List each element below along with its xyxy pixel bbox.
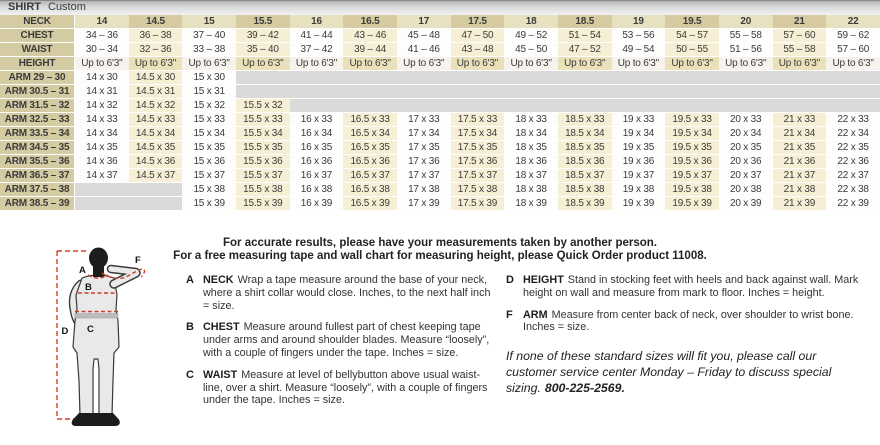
- size-cell: 21 x 36: [773, 155, 827, 169]
- instruction-text: Measure from center back of neck, over shoulder to wrist bone. Inches = size.: [523, 308, 854, 334]
- size-cell: 22 x 38: [826, 183, 880, 197]
- size-cell: 17.5 x 39: [451, 197, 505, 211]
- size-cell: 55 – 58: [773, 43, 827, 57]
- size-cell: [773, 85, 827, 99]
- size-cell: 14 x 32: [75, 99, 129, 113]
- size-cell: 18.5 x 36: [558, 155, 612, 169]
- size-cell: [397, 99, 451, 113]
- size-cell: [612, 99, 666, 113]
- size-cell: Up to 6'3": [558, 57, 612, 71]
- figure-label-f: F: [135, 255, 141, 266]
- special-sizing-note: [506, 348, 858, 396]
- instruction-letter: F: [506, 308, 513, 321]
- size-cell: 18 x 37: [504, 169, 558, 183]
- shirt-variant: Custom: [48, 1, 86, 13]
- neck-size-cell: 19: [612, 15, 666, 29]
- table-row: [0, 71, 880, 85]
- size-cell: 16.5 x 39: [343, 197, 397, 211]
- size-cell: 14 x 34: [75, 127, 129, 141]
- size-cell: 18 x 33: [504, 113, 558, 127]
- instruction-text: Measure around fullest part of chest keeping tape under arms and around shoulder blades. Measure “loosely”, with a couple of fingers under the tape. Inches = size.: [203, 321, 490, 359]
- size-cell: 17.5 x 37: [451, 169, 505, 183]
- size-cell: 17 x 36: [397, 155, 451, 169]
- size-cell: 21 x 37: [773, 169, 827, 183]
- size-cell: 36 – 38: [129, 29, 183, 43]
- instruction-letter: B: [186, 321, 194, 334]
- instructions-left-column: [186, 274, 498, 416]
- instruction-letter: A: [186, 274, 194, 286]
- size-cell: 45 – 48: [397, 29, 451, 43]
- table-row: [0, 43, 880, 57]
- size-cell: 37 – 42: [290, 43, 344, 57]
- size-cell: 14.5 x 35: [129, 141, 183, 155]
- size-cell: [129, 197, 183, 211]
- size-cell: 19.5 x 37: [665, 169, 719, 183]
- instruction-item-waist: [186, 369, 498, 407]
- size-cell: 19 x 34: [612, 127, 666, 141]
- waist-band: [75, 314, 118, 319]
- size-cell: 19 x 38: [612, 183, 666, 197]
- size-cell: 15.5 x 34: [236, 127, 290, 141]
- size-cell: 22 x 33: [826, 113, 880, 127]
- size-cell: 20 x 35: [719, 141, 773, 155]
- size-cell: [558, 85, 612, 99]
- size-cell: 17 x 38: [397, 183, 451, 197]
- size-cell: 15 x 36: [182, 155, 236, 169]
- table-row: [0, 155, 880, 169]
- size-cell: 33 – 38: [182, 43, 236, 57]
- neck-size-cell: 15.5: [236, 15, 290, 29]
- size-cell: 16 x 33: [290, 113, 344, 127]
- table-row: [0, 85, 880, 99]
- figure-label-d: D: [61, 326, 69, 337]
- size-cell: 16.5 x 34: [343, 127, 397, 141]
- size-cell: 15 x 38: [182, 183, 236, 197]
- size-cell: 53 – 56: [612, 29, 666, 43]
- neck-size-cell: 20: [719, 15, 773, 29]
- size-cell: 22 x 36: [826, 155, 880, 169]
- size-cell: 20 x 36: [719, 155, 773, 169]
- size-cell: 35 – 40: [236, 43, 290, 57]
- table-row: [0, 141, 880, 155]
- size-cell: [343, 71, 397, 85]
- row-label: ARM 37.5 – 38: [0, 183, 75, 197]
- instruction-term: WAIST: [203, 368, 238, 381]
- head-shape: [89, 248, 108, 269]
- figure-label-b: B: [85, 282, 92, 293]
- size-cell: 15.5 x 33: [236, 113, 290, 127]
- size-cell: [397, 85, 451, 99]
- size-cell: [504, 99, 558, 113]
- size-cell: 19 x 39: [612, 197, 666, 211]
- size-cell: 20 x 34: [719, 127, 773, 141]
- size-cell: 19 x 35: [612, 141, 666, 155]
- size-cell: 49 – 52: [504, 29, 558, 43]
- size-cell: Up to 6'3": [397, 57, 451, 71]
- size-cell: [612, 71, 666, 85]
- size-cell: 51 – 54: [558, 29, 612, 43]
- size-cell: 18 x 39: [504, 197, 558, 211]
- forearm: [111, 269, 136, 272]
- size-cell: [504, 71, 558, 85]
- figure-label-c: C: [87, 324, 94, 335]
- size-cell: [290, 99, 344, 113]
- size-cell: 39 – 44: [343, 43, 397, 57]
- size-cell: 17.5 x 33: [451, 113, 505, 127]
- row-label: ARM 35.5 – 36: [0, 155, 75, 169]
- size-cell: Up to 6'3": [612, 57, 666, 71]
- table-row: [0, 127, 880, 141]
- size-cell: 16 x 39: [290, 197, 344, 211]
- size-cell: 17 x 35: [397, 141, 451, 155]
- size-cell: 14.5 x 37: [129, 169, 183, 183]
- size-cell: 21 x 33: [773, 113, 827, 127]
- torso-and-legs: [73, 275, 119, 415]
- size-cell: [773, 71, 827, 85]
- size-cell: 16.5 x 35: [343, 141, 397, 155]
- size-table: [0, 15, 880, 211]
- size-cell: 14 x 36: [75, 155, 129, 169]
- size-cell: 15 x 34: [182, 127, 236, 141]
- table-row: [0, 99, 880, 113]
- size-cell: 15.5 x 35: [236, 141, 290, 155]
- row-label: ARM 29 – 30: [0, 71, 75, 85]
- size-cell: 19.5 x 35: [665, 141, 719, 155]
- size-cell: 16.5 x 38: [343, 183, 397, 197]
- instruction-letter: D: [506, 274, 514, 286]
- size-cell: 14 x 31: [75, 85, 129, 99]
- size-cell: [236, 71, 290, 85]
- size-cell: 18 x 38: [504, 183, 558, 197]
- size-cell: 15.5 x 37: [236, 169, 290, 183]
- row-label: WAIST: [0, 43, 75, 57]
- size-cell: [773, 99, 827, 113]
- accuracy-note-line1: For accurate results, please have your measurements taken by another person.: [223, 237, 657, 249]
- size-cell: [719, 71, 773, 85]
- size-cell: 16 x 36: [290, 155, 344, 169]
- size-cell: [665, 71, 719, 85]
- row-label: ARM 38.5 – 39: [0, 197, 75, 211]
- size-cell: 30 – 34: [75, 43, 129, 57]
- row-label: HEIGHT: [0, 57, 75, 71]
- size-cell: 16.5 x 33: [343, 113, 397, 127]
- instruction-term: NECK: [203, 274, 234, 286]
- size-cell: [290, 85, 344, 99]
- size-cell: 15 x 35: [182, 141, 236, 155]
- size-cell: [397, 71, 451, 85]
- size-cell: Up to 6'3": [451, 57, 505, 71]
- size-cell: 14.5 x 31: [129, 85, 183, 99]
- instruction-term: CHEST: [203, 321, 240, 334]
- size-cell: 18.5 x 37: [558, 169, 612, 183]
- size-cell: 15.5 x 38: [236, 183, 290, 197]
- size-cell: 16 x 34: [290, 127, 344, 141]
- size-cell: [451, 71, 505, 85]
- size-cell: 22 x 39: [826, 197, 880, 211]
- size-cell: [665, 99, 719, 113]
- shirt-title: SHIRT: [8, 1, 41, 13]
- size-table-body: [0, 15, 880, 211]
- size-cell: 43 – 46: [343, 29, 397, 43]
- size-cell: 16.5 x 36: [343, 155, 397, 169]
- size-cell: [129, 183, 183, 197]
- size-cell: Up to 6'3": [182, 57, 236, 71]
- size-cell: 39 – 42: [236, 29, 290, 43]
- instruction-item-neck: [186, 274, 498, 312]
- table-title-bar: [0, 0, 880, 15]
- neck-size-cell: 17.5: [451, 15, 505, 29]
- size-cell: 37 – 40: [182, 29, 236, 43]
- right-shoe: [93, 413, 120, 426]
- row-label: ARM 34.5 – 35: [0, 141, 75, 155]
- row-label: ARM 36.5 – 37: [0, 169, 75, 183]
- size-cell: 17 x 33: [397, 113, 451, 127]
- instruction-text: Stand in stocking feet with heels and back against wall. Mark height on wall and measure from mark to floor. Inches = height.: [523, 274, 859, 299]
- size-cell: 17 x 37: [397, 169, 451, 183]
- size-cell: 15 x 30: [182, 71, 236, 85]
- size-cell: 17.5 x 36: [451, 155, 505, 169]
- table-row: [0, 183, 880, 197]
- row-label: ARM 33.5 – 34: [0, 127, 75, 141]
- size-cell: 22 x 37: [826, 169, 880, 183]
- size-cell: 15.5 x 39: [236, 197, 290, 211]
- neck-size-cell: 15: [182, 15, 236, 29]
- size-cell: 18 x 36: [504, 155, 558, 169]
- row-label: CHEST: [0, 29, 75, 43]
- size-cell: 47 – 52: [558, 43, 612, 57]
- size-cell: 19.5 x 36: [665, 155, 719, 169]
- size-cell: 14 x 30: [75, 71, 129, 85]
- person-diagram: [44, 247, 180, 443]
- customer-service-phone: 800-225-2569.: [544, 381, 625, 396]
- size-cell: 19.5 x 38: [665, 183, 719, 197]
- size-cell: 14 x 35: [75, 141, 129, 155]
- size-cell: [236, 85, 290, 99]
- size-cell: 19.5 x 33: [665, 113, 719, 127]
- size-cell: 14 x 37: [75, 169, 129, 183]
- size-cell: 54 – 57: [665, 29, 719, 43]
- size-cell: [504, 85, 558, 99]
- size-cell: 18 x 34: [504, 127, 558, 141]
- instruction-text: Measure at level of bellybutton above usual waist-line, over a shirt. Measure “loosely”, with a couple of fingers under the tape. Inches = size.: [203, 368, 488, 407]
- size-cell: 18 x 35: [504, 141, 558, 155]
- neck-size-cell: 16: [290, 15, 344, 29]
- neck-size-cell: 14: [75, 15, 129, 29]
- size-cell: [558, 71, 612, 85]
- size-cell: [451, 85, 505, 99]
- table-row: [0, 15, 880, 29]
- size-cell: 49 – 54: [612, 43, 666, 57]
- size-cell: 15 x 31: [182, 85, 236, 99]
- size-cell: Up to 6'3": [343, 57, 397, 71]
- size-cell: 14.5 x 30: [129, 71, 183, 85]
- table-row: [0, 29, 880, 43]
- row-label: ARM 31.5 – 32: [0, 99, 75, 113]
- instruction-letter: C: [186, 368, 194, 381]
- size-cell: 41 – 44: [290, 29, 344, 43]
- instructions-right-column: [506, 274, 874, 396]
- size-cell: 45 – 50: [504, 43, 558, 57]
- size-cell: 20 x 33: [719, 113, 773, 127]
- size-cell: 19.5 x 34: [665, 127, 719, 141]
- size-cell: 18.5 x 34: [558, 127, 612, 141]
- instruction-item-chest: [186, 321, 498, 359]
- neck-size-cell: 22: [826, 15, 880, 29]
- size-cell: Up to 6'3": [719, 57, 773, 71]
- size-cell: Up to 6'3": [773, 57, 827, 71]
- size-cell: [665, 85, 719, 99]
- measurement-figure: [44, 247, 180, 443]
- size-cell: 51 – 56: [719, 43, 773, 57]
- size-cell: [75, 183, 129, 197]
- size-cell: 41 – 46: [397, 43, 451, 57]
- neck-size-cell: 14.5: [129, 15, 183, 29]
- instruction-item-height: [506, 274, 874, 300]
- table-row: [0, 113, 880, 127]
- size-cell: Up to 6'3": [504, 57, 558, 71]
- size-cell: 17 x 39: [397, 197, 451, 211]
- size-cell: 59 – 62: [826, 29, 880, 43]
- size-cell: 18.5 x 33: [558, 113, 612, 127]
- size-cell: [719, 99, 773, 113]
- size-cell: Up to 6'3": [75, 57, 129, 71]
- size-cell: 14.5 x 32: [129, 99, 183, 113]
- size-cell: 19 x 33: [612, 113, 666, 127]
- size-cell: 57 – 60: [826, 43, 880, 57]
- size-cell: 17.5 x 35: [451, 141, 505, 155]
- row-label: ARM 32.5 – 33: [0, 113, 75, 127]
- row-label: ARM 30.5 – 31: [0, 85, 75, 99]
- size-cell: 19.5 x 39: [665, 197, 719, 211]
- size-cell: [343, 99, 397, 113]
- table-row: [0, 197, 880, 211]
- neck-size-cell: 18: [504, 15, 558, 29]
- size-cell: [612, 85, 666, 99]
- size-cell: 15.5 x 36: [236, 155, 290, 169]
- size-cell: 57 – 60: [773, 29, 827, 43]
- row-label: NECK: [0, 15, 75, 29]
- size-cell: 20 x 38: [719, 183, 773, 197]
- instruction-text: Wrap a tape measure around the base of your neck, where a shirt collar would close. Inches, to the next half inch = size.: [203, 274, 491, 312]
- size-cell: 18.5 x 38: [558, 183, 612, 197]
- size-cell: 43 – 48: [451, 43, 505, 57]
- size-cell: 21 x 34: [773, 127, 827, 141]
- size-cell: 32 – 36: [129, 43, 183, 57]
- size-cell: 15.5 x 32: [236, 99, 290, 113]
- size-cell: 55 – 58: [719, 29, 773, 43]
- accuracy-note-line2: For a free measuring tape and wall chart for measuring height, please Quick Order product 11008.: [173, 250, 707, 262]
- size-cell: 19 x 36: [612, 155, 666, 169]
- size-cell: [558, 99, 612, 113]
- neck-size-cell: 16.5: [343, 15, 397, 29]
- size-cell: 17.5 x 34: [451, 127, 505, 141]
- size-cell: 17.5 x 38: [451, 183, 505, 197]
- size-cell: [290, 71, 344, 85]
- size-cell: 15 x 39: [182, 197, 236, 211]
- size-cell: [75, 197, 129, 211]
- size-cell: 47 – 50: [451, 29, 505, 43]
- size-cell: [826, 71, 880, 85]
- size-cell: 16 x 35: [290, 141, 344, 155]
- size-cell: [826, 99, 880, 113]
- table-row: [0, 169, 880, 183]
- size-cell: 14.5 x 34: [129, 127, 183, 141]
- size-cell: 18.5 x 35: [558, 141, 612, 155]
- neck-size-cell: 21: [773, 15, 827, 29]
- instruction-term: HEIGHT: [523, 274, 564, 286]
- size-cell: 20 x 37: [719, 169, 773, 183]
- size-cell: 16 x 38: [290, 183, 344, 197]
- size-cell: 20 x 39: [719, 197, 773, 211]
- size-cell: 18.5 x 39: [558, 197, 612, 211]
- size-cell: 21 x 39: [773, 197, 827, 211]
- size-cell: 50 – 55: [665, 43, 719, 57]
- size-cell: [719, 85, 773, 99]
- size-cell: 17 x 34: [397, 127, 451, 141]
- size-cell: Up to 6'3": [665, 57, 719, 71]
- neck-size-cell: 18.5: [558, 15, 612, 29]
- table-row: [0, 57, 880, 71]
- size-cell: 14.5 x 33: [129, 113, 183, 127]
- size-cell: 21 x 35: [773, 141, 827, 155]
- size-cell: Up to 6'3": [826, 57, 880, 71]
- size-cell: 19 x 37: [612, 169, 666, 183]
- neck-size-cell: 17: [397, 15, 451, 29]
- size-cell: 14 x 33: [75, 113, 129, 127]
- size-cell: 34 – 36: [75, 29, 129, 43]
- size-cell: Up to 6'3": [290, 57, 344, 71]
- size-cell: 21 x 38: [773, 183, 827, 197]
- neck-size-cell: 19.5: [665, 15, 719, 29]
- size-cell: 15 x 32: [182, 99, 236, 113]
- size-cell: [451, 99, 505, 113]
- size-cell: 16.5 x 37: [343, 169, 397, 183]
- size-cell: 22 x 34: [826, 127, 880, 141]
- size-cell: 16 x 37: [290, 169, 344, 183]
- size-cell: Up to 6'3": [236, 57, 290, 71]
- instruction-term: ARM: [523, 308, 548, 321]
- size-cell: 14.5 x 36: [129, 155, 183, 169]
- instruction-item-arm: [506, 309, 874, 335]
- figure-label-a: A: [79, 265, 86, 276]
- size-cell: Up to 6'3": [129, 57, 183, 71]
- special-sizing-text: If none of these standard sizes will fit you, please call our customer service center Monday – Friday to discuss special sizing.: [506, 349, 832, 396]
- size-cell: 15 x 33: [182, 113, 236, 127]
- size-cell: [826, 85, 880, 99]
- size-cell: [343, 85, 397, 99]
- size-cell: 22 x 35: [826, 141, 880, 155]
- size-cell: 15 x 37: [182, 169, 236, 183]
